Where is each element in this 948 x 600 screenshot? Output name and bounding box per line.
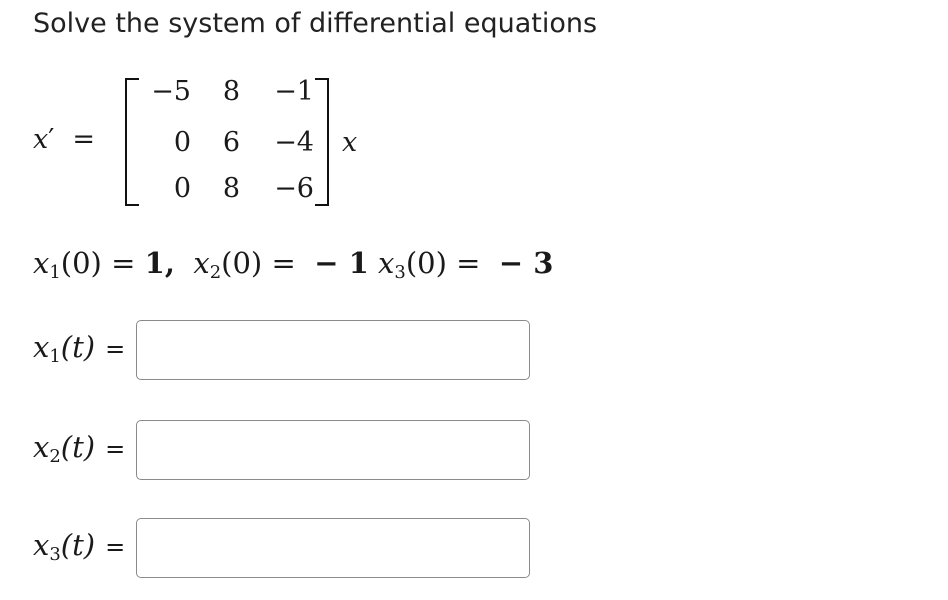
answer-label-x1: [33, 330, 125, 367]
ans3-arg: (t): [60, 528, 96, 562]
ic2-var: x: [193, 246, 210, 280]
ans3-sub: 3: [49, 544, 61, 566]
ans2-var: x: [33, 430, 50, 464]
ans1-arg: (t): [60, 330, 96, 364]
rhs-variable: x: [342, 127, 358, 158]
initial-condition-3: [378, 246, 554, 284]
ic3-arg: (0): [405, 246, 447, 280]
ic3-value: − 3: [498, 246, 554, 280]
answer-input-x3[interactable]: [136, 518, 530, 578]
initial-conditions: [33, 246, 553, 283]
equals-sign: =: [72, 124, 95, 155]
lhs-variable: x: [33, 124, 49, 155]
ans2-eq: =: [105, 435, 126, 463]
prime-mark: ′: [48, 124, 55, 155]
ic3-var: x: [378, 246, 395, 280]
matrix-right-bracket: [315, 78, 329, 206]
matrix-cell-1-2: −4: [274, 127, 314, 158]
ic1-arg: (0): [60, 246, 102, 280]
answer-input-x1[interactable]: [136, 320, 530, 380]
ans3-var: x: [33, 528, 50, 562]
initial-condition-2: [193, 246, 369, 284]
ic3-eq: =: [456, 246, 481, 280]
lhs-derivative: [33, 124, 95, 155]
ans1-var: x: [33, 330, 50, 364]
answer-label-x3: [33, 528, 125, 565]
ic2-sub: 2: [209, 262, 222, 284]
answer-input-x2[interactable]: [136, 420, 530, 480]
matrix-cell-0-2: −1: [274, 76, 314, 107]
matrix-cell-1-0: 0: [173, 127, 191, 158]
matrix-cell-2-2: −6: [274, 173, 314, 204]
matrix-cell-2-0: 0: [173, 173, 191, 204]
ic1-sub: 1: [49, 262, 61, 284]
ic1-eq: =: [111, 246, 136, 280]
ic2-eq: =: [271, 246, 296, 280]
ans2-sub: 2: [49, 446, 61, 468]
ans1-eq: =: [105, 335, 126, 363]
ic1-var: x: [33, 246, 50, 280]
ans3-eq: =: [105, 533, 126, 561]
problem-prompt: Solve the system of differential equations: [33, 8, 598, 39]
ic2-arg: (0): [221, 246, 263, 280]
initial-condition-1: [33, 246, 175, 284]
ic3-sub: 3: [394, 262, 406, 284]
matrix-cell-1-1: 6: [222, 127, 240, 158]
answer-label-x2: [33, 430, 125, 467]
matrix-cell-0-1: 8: [222, 76, 240, 107]
ans2-arg: (t): [60, 430, 96, 464]
matrix-cell-2-1: 8: [222, 173, 240, 204]
matrix-cell-0-0: −5: [151, 76, 191, 107]
ic1-value: 1,: [144, 246, 175, 280]
ic2-value: − 1: [314, 246, 369, 280]
ans1-sub: 1: [49, 346, 61, 368]
